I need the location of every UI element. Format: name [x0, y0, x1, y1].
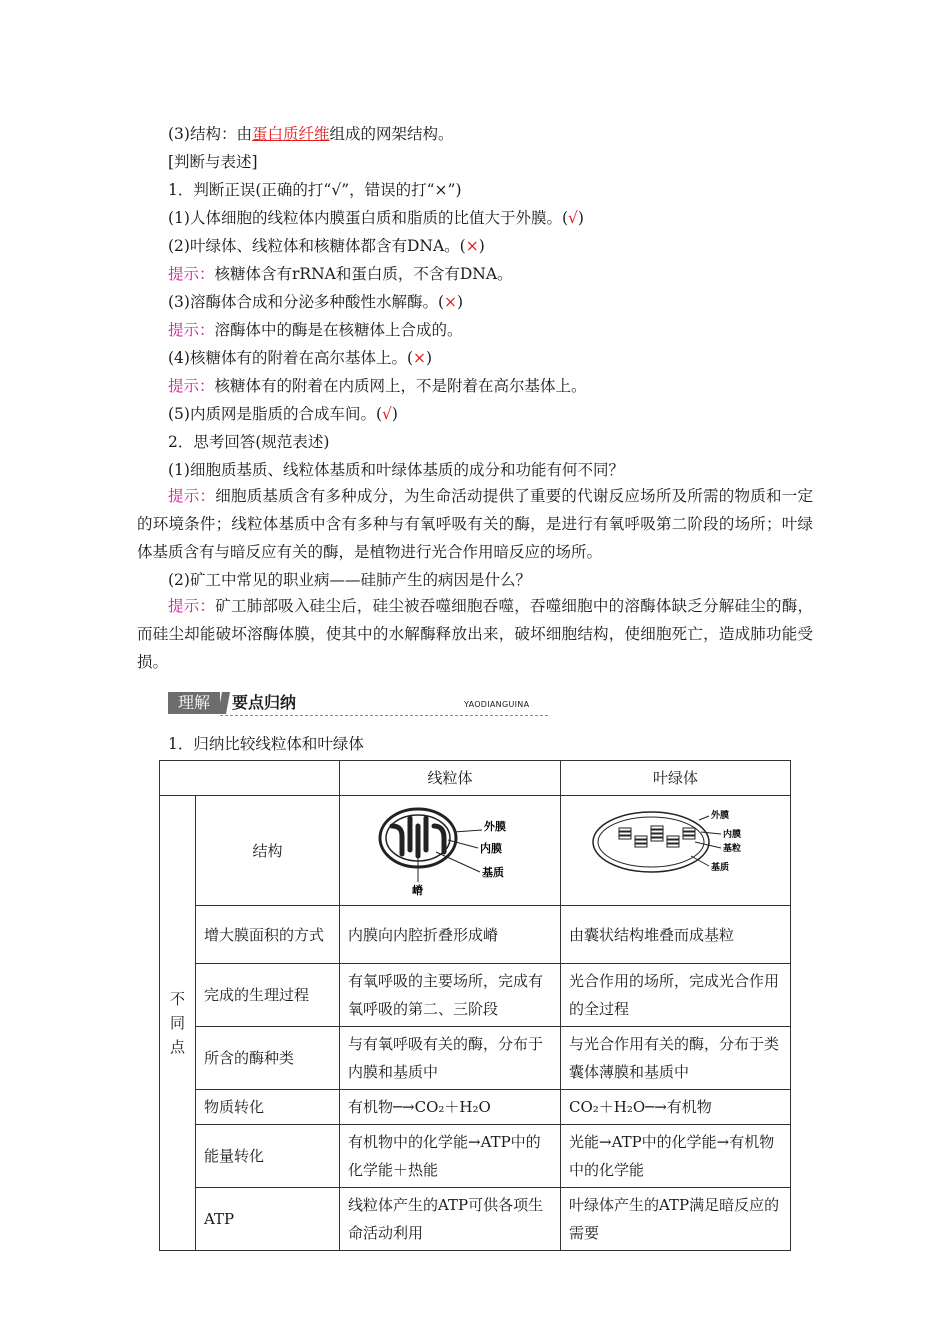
banner-title: 要点归纳 — [232, 693, 297, 712]
group-label-char: 同 — [169, 1014, 185, 1032]
chloro-outer-label: 外膜 — [711, 811, 730, 821]
group-label-cell — [160, 796, 196, 1251]
group-label-char: 点 — [169, 1038, 185, 1056]
check-mark: √ — [568, 209, 578, 227]
structure-line — [168, 124, 454, 144]
banner-divider — [220, 715, 548, 716]
chloroplast-cell: 叶绿体产生的ATP满足暗反应的需要 — [561, 1188, 791, 1251]
table-header-row — [160, 761, 791, 796]
highlight-keyword: 蛋白质纤维 — [251, 125, 330, 143]
mitochondria-cell: 有氧呼吸的主要场所，完成有氧呼吸的第二、三阶段 — [340, 964, 561, 1027]
row-label: 物质转化 — [196, 1090, 340, 1125]
banner-pinyin: YAODIANGUINA — [464, 700, 530, 709]
hint-label: 提示： — [168, 321, 215, 339]
slash-icon — [218, 692, 230, 714]
row-label: ATP — [196, 1188, 340, 1251]
chloroplast-cell: 由囊状结构堆叠而成基粒 — [561, 906, 791, 964]
hint-2 — [168, 264, 513, 284]
group-label-char: 不 — [169, 990, 185, 1008]
table-row — [160, 964, 791, 1027]
hint-2-text: 核糖体含有rRNA和蛋白质，不含有DNA。 — [214, 265, 513, 283]
question-4-close: ) — [426, 349, 433, 367]
structure-prefix: (3)结构：由 — [168, 125, 252, 143]
hint-label: 提示： — [168, 265, 215, 283]
mito-inner-label: 内膜 — [480, 842, 502, 855]
hint-4 — [168, 376, 587, 396]
think-hint-1 — [137, 482, 813, 566]
think-question-1: (1)细胞质基质、线粒体基质和叶绿体基质的成分和功能有何不同？ — [168, 461, 624, 479]
chloro-grana-label: 基粒 — [723, 844, 742, 854]
question-5-text: (5)内质网是脂质的合成车间。( — [168, 405, 383, 423]
hint-3 — [168, 320, 463, 340]
hint-label: 提示： — [168, 377, 215, 395]
think-heading: 2．思考回答(规范表述) — [168, 433, 330, 451]
section-heading: [判断与表述] — [168, 153, 258, 171]
table-row — [160, 906, 791, 964]
chloroplast-diagram — [561, 796, 791, 896]
header-mitochondria: 线粒体 — [340, 761, 561, 796]
cross-mark: × — [465, 237, 479, 255]
judge-heading: 1．判断正误(正确的打“√”，错误的打“×”) — [168, 181, 462, 199]
question-2-close: ) — [478, 237, 485, 255]
row-label: 能量转化 — [196, 1125, 340, 1188]
mito-crista-label: 嵴 — [412, 884, 423, 896]
question-1 — [168, 208, 584, 228]
question-4 — [168, 348, 432, 368]
mito-outer-label: 外膜 — [484, 820, 506, 833]
question-2-text: (2)叶绿体、线粒体和核糖体都含有DNA。( — [168, 237, 466, 255]
mitochondria-cell: 有机物─→CO₂＋H₂O — [340, 1090, 561, 1125]
banner-tag: 理解 — [168, 692, 220, 714]
group-label — [168, 987, 187, 1059]
table-row — [160, 1027, 791, 1090]
table-row — [160, 796, 791, 906]
question-1-close: ) — [577, 209, 584, 227]
table-row — [160, 1188, 791, 1251]
header-chloroplast: 叶绿体 — [561, 761, 791, 796]
table-row — [160, 1090, 791, 1125]
header-empty-cell — [160, 761, 340, 796]
section-banner — [168, 692, 548, 716]
hint-label: 提示： — [168, 597, 216, 615]
think-question-2: (2)矿工中常见的职业病——硅肺产生的病因是什么？ — [168, 571, 531, 589]
table-row — [160, 1125, 791, 1188]
mitochondria-cell: 线粒体产生的ATP可供各项生命活动利用 — [340, 1188, 561, 1251]
chloroplast-cell: 与光合作用有关的酶，分布于类囊体薄膜和基质中 — [561, 1027, 791, 1090]
mitochondria-cell: 与有氧呼吸有关的酶，分布于内膜和基质中 — [340, 1027, 561, 1090]
structure-suffix: 组成的网架结构。 — [329, 125, 454, 143]
question-3-text: (3)溶酶体合成和分泌多种酸性水解酶。( — [168, 293, 445, 311]
mitochondria-diagram — [340, 796, 561, 896]
hint-4-text: 核糖体有的附着在内质网上，不是附着在高尔基体上。 — [214, 377, 587, 395]
row-label: 增大膜面积的方式 — [196, 906, 340, 964]
think-hint-2 — [137, 592, 813, 676]
mitochondria-cell: 内膜向内腔折叠形成嵴 — [340, 906, 561, 964]
row-label: 所含的酶种类 — [196, 1027, 340, 1090]
question-5 — [168, 404, 398, 424]
question-2 — [168, 236, 485, 256]
chloroplast-cell: 光合作用的场所，完成光合作用的全过程 — [561, 964, 791, 1027]
cross-mark: × — [413, 349, 427, 367]
row-label: 完成的生理过程 — [196, 964, 340, 1027]
cross-mark: × — [444, 293, 458, 311]
chloroplast-diagram-cell — [561, 796, 791, 906]
mitochondria-cell: 有机物中的化学能→ATP中的化学能＋热能 — [340, 1125, 561, 1188]
think-hint-1-text: 细胞质基质含有多种成分，为生命活动提供了重要的代谢反应场所及所需的物质和一定的环境条件；线粒体基质中含有多种与有氧呼吸有关的酶，是进行有氧呼吸第二阶段的场所；叶绿体基质含有与暗反应有关的酶，是植物进行光合作用暗反应的场所。 — [137, 487, 813, 561]
question-3 — [168, 292, 463, 312]
think-hint-2-text: 矿工肺部吸入硅尘后，硅尘被吞噬细胞吞噬，吞噬细胞中的溶酶体缺乏分解硅尘的酶，而硅尘却能破坏溶酶体膜，使其中的水解酶释放出来，破坏细胞结构，使细胞死亡，造成肺功能受损。 — [137, 597, 813, 671]
question-1-text: (1)人体细胞的线粒体内膜蛋白质和脂质的比值大于外膜。( — [168, 209, 569, 227]
check-mark: √ — [382, 405, 392, 423]
question-4-text: (4)核糖体有的附着在高尔基体上。( — [168, 349, 414, 367]
table-title: 1．归纳比较线粒体和叶绿体 — [168, 735, 364, 753]
hint-3-text: 溶酶体中的酶是在核糖体上合成的。 — [214, 321, 463, 339]
chloro-inner-label: 内膜 — [723, 830, 742, 840]
question-3-close: ) — [457, 293, 464, 311]
mito-matrix-label: 基质 — [482, 866, 504, 879]
row-label: 结构 — [196, 796, 340, 906]
chloroplast-cell: 光能→ATP中的化学能→有机物中的化学能 — [561, 1125, 791, 1188]
question-5-close: ) — [391, 405, 398, 423]
chloro-stroma-label: 基质 — [711, 863, 730, 873]
chloroplast-cell: CO₂＋H₂O─→有机物 — [561, 1090, 791, 1125]
comparison-table — [159, 760, 791, 1251]
hint-label: 提示： — [168, 487, 216, 505]
mitochondria-diagram-cell — [340, 796, 561, 906]
